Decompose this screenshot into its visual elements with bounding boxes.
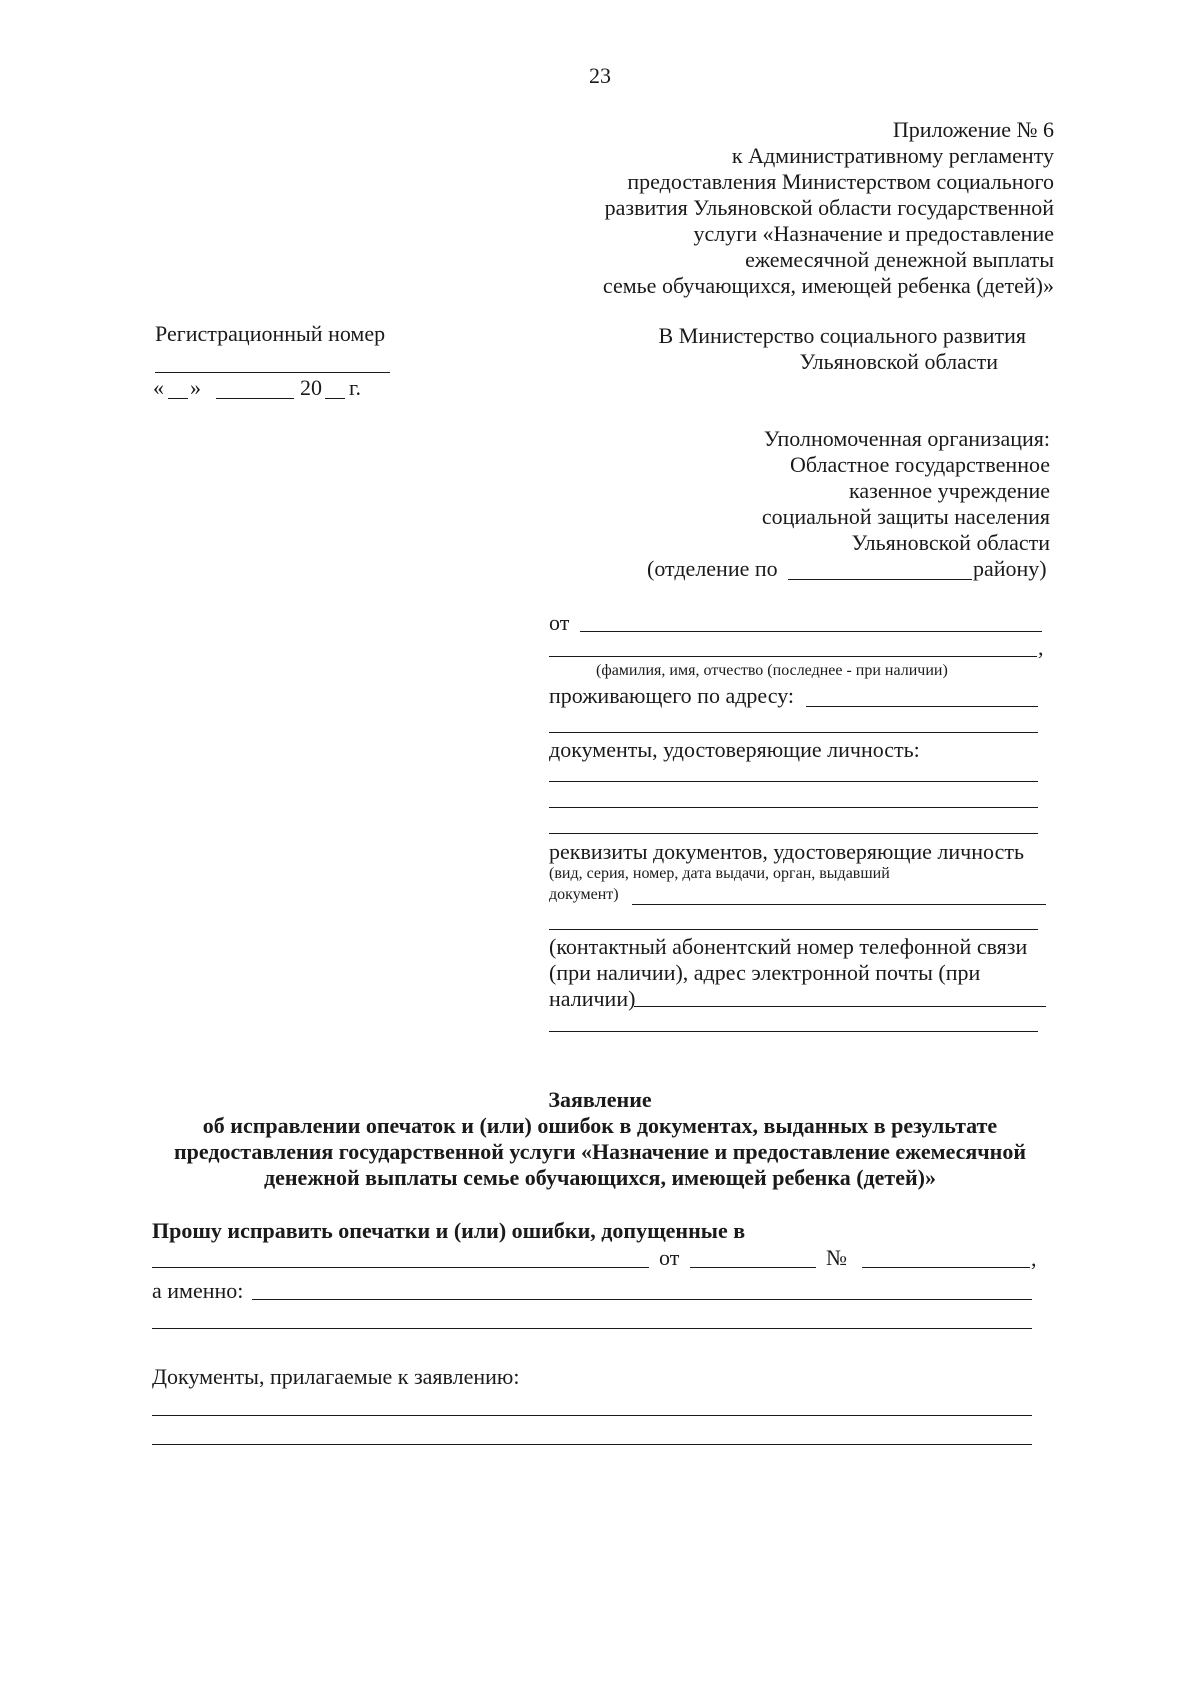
district-suffix: району): [973, 556, 1047, 581]
contact-label: (при наличии), адрес электронной почты (при: [549, 960, 981, 985]
date-close-quote: »: [190, 375, 201, 400]
address-field-2[interactable]: [549, 732, 1038, 733]
document-number-label: №: [826, 1245, 847, 1270]
applicant-name-field-2[interactable]: [549, 656, 1037, 657]
registration-number-field[interactable]: [155, 372, 390, 373]
attached-docs-field-2[interactable]: [152, 1444, 1032, 1445]
statement-subtitle: об исправлении опечаток и (или) ошибок в документах, выданных в результате: [202, 1113, 998, 1138]
contact-label: наличии): [549, 986, 636, 1011]
appendix-line: развития Ульяновской области государственной: [604, 195, 1054, 220]
requisites-field[interactable]: [632, 904, 1046, 905]
document-from-label: от: [659, 1245, 680, 1270]
date-month-field[interactable]: [216, 398, 294, 399]
appendix-line: к Административному регламенту: [731, 143, 1054, 168]
requisites-field-2[interactable]: [549, 929, 1038, 930]
request-comma: ,: [1031, 1246, 1037, 1271]
id-docs-field-1[interactable]: [549, 781, 1038, 782]
page-number: 23: [589, 63, 611, 88]
addressee-line: В Министерство социального развития: [658, 323, 1026, 348]
id-docs-field-2[interactable]: [549, 807, 1038, 808]
org-line: Уполномоченная организация:: [763, 426, 1050, 451]
date-year-field[interactable]: [325, 398, 345, 399]
requisites-label: реквизиты документов, удостоверяющие личность: [549, 839, 1024, 864]
statement-subtitle: денежной выплаты семье обучающихся, имеющей ребенка (детей)»: [263, 1165, 936, 1190]
request-text: Прошу исправить опечатки и (или) ошибки, допущенные в: [152, 1218, 746, 1243]
org-line: Ульяновской области: [851, 530, 1050, 555]
name-hint: (фамилия, имя, отчество (последнее - при наличии): [596, 662, 948, 679]
addressee-line: Ульяновской области: [799, 349, 998, 374]
applicant-name-field[interactable]: [580, 631, 1042, 632]
attached-docs-label: Документы, прилагаемые к заявлению:: [152, 1364, 520, 1389]
appendix-line: ежемесячной денежной выплаты: [745, 247, 1054, 272]
contact-label: (контактный абонентский номер телефонной связи: [549, 934, 1028, 959]
document-name-field[interactable]: [152, 1267, 649, 1268]
namely-field-2[interactable]: [152, 1328, 1032, 1329]
from-label: от: [549, 610, 570, 635]
registration-label: Регистрационный номер: [155, 321, 386, 346]
address-label: проживающего по адресу:: [549, 683, 795, 708]
requisites-hint: документ): [549, 886, 619, 903]
document-number-field[interactable]: [862, 1267, 1030, 1268]
id-docs-field-3[interactable]: [549, 833, 1038, 834]
appendix-line: семье обучающихся, имеющей ребенка (детей)»: [602, 273, 1054, 298]
date-year-suffix: г.: [349, 375, 362, 400]
statement-subtitle: предоставления государственной услуги «Назначение и предоставление ежемесячной: [173, 1139, 1027, 1164]
org-line: социальной защиты населения: [761, 504, 1050, 529]
namely-label: а именно:: [152, 1278, 244, 1303]
contact-field-2[interactable]: [549, 1031, 1038, 1032]
org-line: Областное государственное: [789, 452, 1050, 477]
appendix-line: услуги «Назначение и предоставление: [693, 221, 1054, 246]
attached-docs-field-1[interactable]: [152, 1415, 1032, 1416]
district-prefix: (отделение по: [647, 556, 778, 581]
date-year-prefix: 20: [300, 375, 322, 400]
district-field[interactable]: [788, 579, 972, 580]
contact-field[interactable]: [634, 1006, 1046, 1007]
statement-title: Заявление: [548, 1087, 652, 1112]
date-day-field[interactable]: [168, 398, 188, 399]
appendix-line: предоставления Министерством социального: [627, 169, 1054, 194]
namely-field[interactable]: [252, 1299, 1032, 1300]
id-docs-label: документы, удостоверяющие личность:: [549, 737, 920, 762]
address-field[interactable]: [806, 706, 1038, 707]
requisites-hint: (вид, серия, номер, дата выдачи, орган, выдавший: [549, 865, 890, 882]
date-open-quote: «: [153, 375, 164, 400]
appendix-line: Приложение № 6: [892, 117, 1054, 142]
name-comma: ,: [1038, 635, 1044, 660]
org-line: казенное учреждение: [849, 478, 1050, 503]
document-date-field[interactable]: [690, 1267, 816, 1268]
